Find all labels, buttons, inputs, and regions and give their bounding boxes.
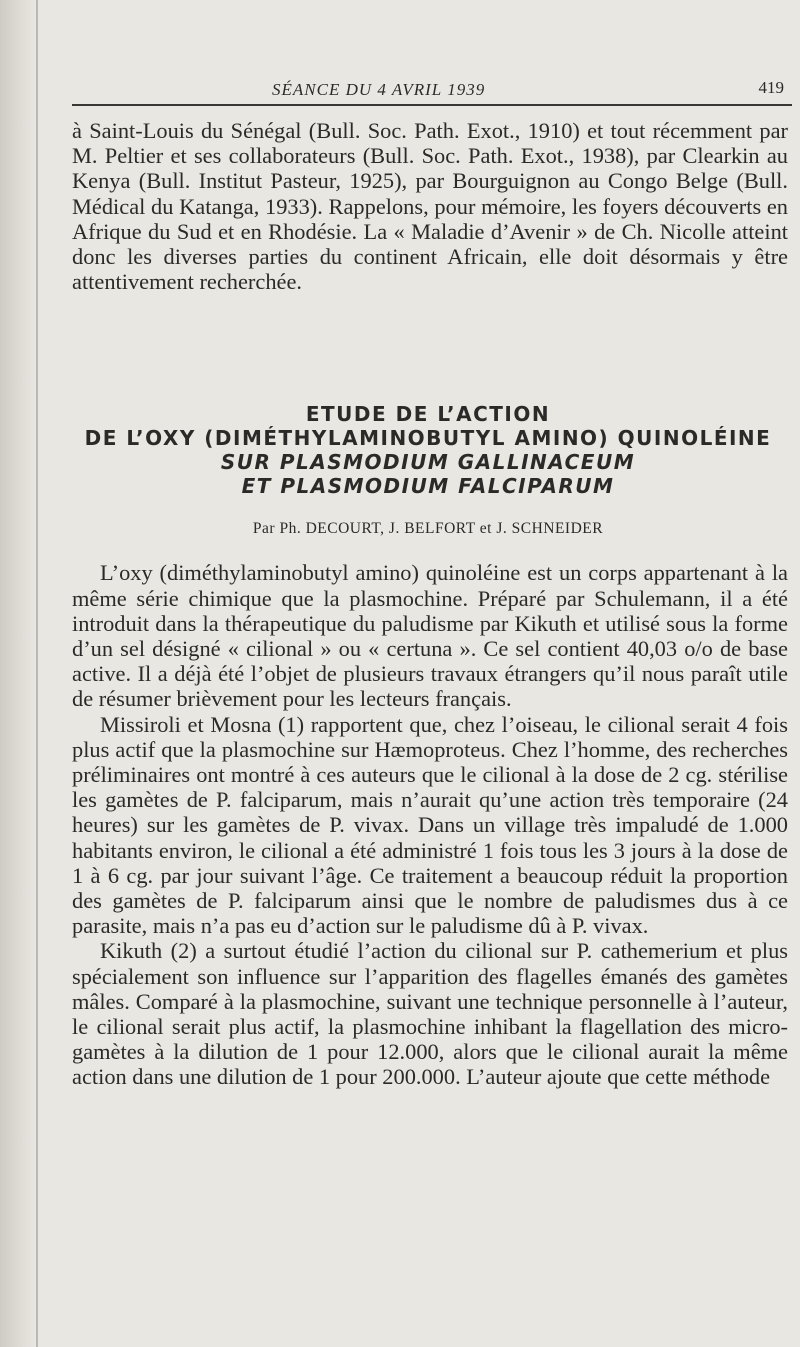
page-number: 419 bbox=[758, 78, 784, 97]
body-paragraph-2: Missiroli et Mosna (1) rapportent que, chez l’oiseau, le cilional serait 4 fois plus actif que la plasmochine sur Hæmoproteus. Chez l’homme, des recherches préliminaires ont montré à ces auteurs que le cilional à la dose de 2 cg. stérilise les gamètes de P. falciparum, mais n’aurait qu’une action très temporaire (24 heures) sur les gamètes de P. vivax. Dans un village très impaludé de 1.000 habitants environ, le cilional a été administré 1 fois tous les 3 jours à la dose de 1 à 6 cg. par jour suivant l’âge. Ce traitement a beaucoup réduit la proportion des gamètes de P. falciparum ainsi que le nombre de paludismes dus à ce parasite, mais n’a pas eu d’action sur le paludisme dû à P. vivax. bbox=[72, 711, 788, 939]
article-title-line-3: SUR PLASMODIUM GALLINACEUM bbox=[220, 450, 636, 475]
header-rule bbox=[72, 104, 792, 106]
running-head bbox=[62, 70, 794, 100]
intro-text: à Saint-Louis du Sénégal (Bull. Soc. Path. Exot., 1910) et tout récemment par M. Peltier et ses collaborateurs (Bull. Soc. Path. Exot., 1938), par Clearkin au Kenya (Bull. Institut Pasteur, 1925), par Bourguignon au Congo Belge (Bull. Médical du Katanga, 1933). Rappelons, pour mémoire, les foyers découverts en Afrique du Sud et en Rhodésie. La « Maladie d’Avenir » de Ch. Nicolle atteint donc les diverses parties du continent Africain, elle doit désormais y être attentivement recherchée. bbox=[72, 118, 788, 295]
article-body bbox=[72, 560, 788, 1089]
body-paragraph-3: Kikuth (2) a surtout étudié l’action du cilional sur P. cathemerium et plus spécialement son influence sur l’apparition des flagelles émanés des gamètes mâles. Comparé à la plasmochine, suivant une technique personnelle à l’auteur, le cilional serait plus actif, la plasmochine inhibant la flagellation des micro-gamètes à la dilution de 1 pour 12.000, alors que le cilional aurait la même action dans une dilution de 1 pour 200.000. L’auteur ajoute que cette méthode bbox=[72, 938, 788, 1090]
book-gutter bbox=[0, 0, 36, 1347]
article-title-line-4: ET PLASMODIUM FALCIPARUM bbox=[241, 474, 615, 499]
running-title: SÉANCE DU 4 AVRIL 1939 bbox=[272, 80, 486, 99]
body-paragraph-1: L’oxy (diméthylaminobutyl amino) quinoléine est un corps appartenant à la même série chimique que la plasmochine. Préparé par Schulemann, il a été introduit dans la thérapeutique du paludisme par Kikuth et utilisé sous la forme d’un sel désigné « cilional » ou « certuna ». Ce sel contient 40,03 o/o de base active. Il a déjà été l’objet de plusieurs travaux étrangers qu’il nous paraît utile de résumer brièvement pour les lecteurs français. bbox=[72, 560, 788, 712]
gutter-edge bbox=[36, 0, 38, 1347]
article-heading bbox=[62, 402, 794, 498]
article-authors: Par Ph. DECOURT, J. BELFORT et J. SCHNEIDER bbox=[252, 520, 604, 538]
page bbox=[62, 70, 794, 1090]
article-title-line-2: DE L’OXY (DIMÉTHYLAMINOBUTYL AMINO) QUINOLÉINE bbox=[84, 426, 772, 451]
intro-paragraph bbox=[72, 118, 788, 294]
article-title-line-1: ETUDE DE L’ACTION bbox=[305, 402, 551, 427]
